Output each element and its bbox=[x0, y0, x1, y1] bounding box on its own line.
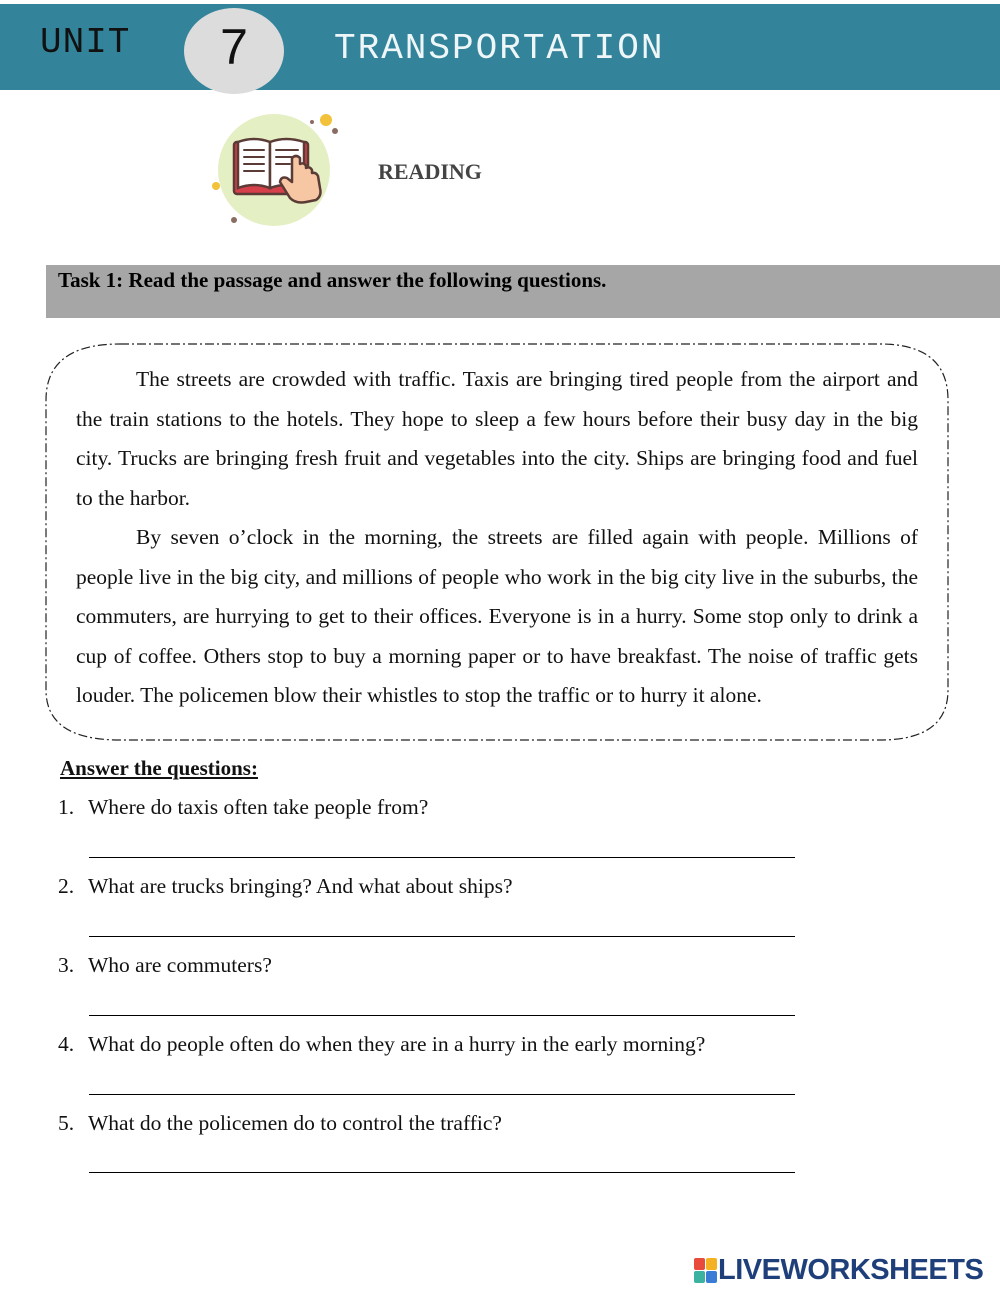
question-text: What are trucks bringing? And what about ships? bbox=[88, 874, 513, 898]
question-item bbox=[58, 874, 513, 899]
question-item bbox=[58, 1111, 502, 1136]
question-text: Who are commuters? bbox=[88, 953, 272, 977]
questions-heading: Answer the questions: bbox=[60, 756, 258, 780]
question-text: Where do taxis often take people from? bbox=[88, 795, 429, 819]
unit-title: TRANSPORTATION bbox=[334, 28, 665, 69]
question-item bbox=[58, 953, 272, 978]
answer-line[interactable] bbox=[89, 1172, 795, 1173]
unit-number: 7 bbox=[220, 19, 248, 75]
answer-line[interactable] bbox=[89, 936, 795, 937]
liveworksheets-logo-icon bbox=[694, 1258, 718, 1284]
answer-line[interactable] bbox=[89, 1094, 795, 1095]
liveworksheets-logo-text: LIVEWORKSHEETS bbox=[718, 1254, 984, 1286]
liveworksheets-logo[interactable] bbox=[694, 1254, 983, 1287]
unit-label: UNIT bbox=[40, 22, 131, 63]
question-number: 4. bbox=[58, 1032, 75, 1056]
task-instruction: Task 1: Read the passage and answer the following questions. bbox=[58, 268, 607, 292]
reading-passage bbox=[76, 360, 918, 716]
answer-line[interactable] bbox=[89, 1015, 795, 1016]
question-number: 1. bbox=[58, 795, 75, 819]
question-number: 3. bbox=[58, 953, 75, 977]
question-item bbox=[58, 795, 428, 820]
section-label: READING bbox=[378, 159, 482, 184]
question-number: 5. bbox=[58, 1111, 75, 1135]
passage-paragraph: By seven o’clock in the morning, the streets are filled again with people. Millions of people live in the big city, and millions of people who work in the big city live in the suburbs, the commuters, are hurrying to get to their offices. Everyone is in a hurry. Some stop only to drink a cup of coffee. Others stop to buy a morning paper or to have breakfast. The noise of traffic gets louder. The policemen blow their whistles to stop the traffic or to hurry it alone. bbox=[76, 525, 918, 707]
question-number: 2. bbox=[58, 874, 75, 898]
passage-paragraph: The streets are crowded with traffic. Taxis are bringing tired people from the airport and the train stations to the hotels. They hope to sleep a few hours before their busy day in the big city. Trucks are bringing fresh fruit and vegetables into the city. Ships are bringing food and fuel to the harbor. bbox=[76, 367, 918, 510]
question-text: What do people often do when they are in a hurry in the early morning? bbox=[88, 1032, 706, 1056]
answer-line[interactable] bbox=[89, 857, 795, 858]
question-item bbox=[58, 1032, 705, 1057]
question-text: What do the policemen do to control the traffic? bbox=[88, 1111, 502, 1135]
